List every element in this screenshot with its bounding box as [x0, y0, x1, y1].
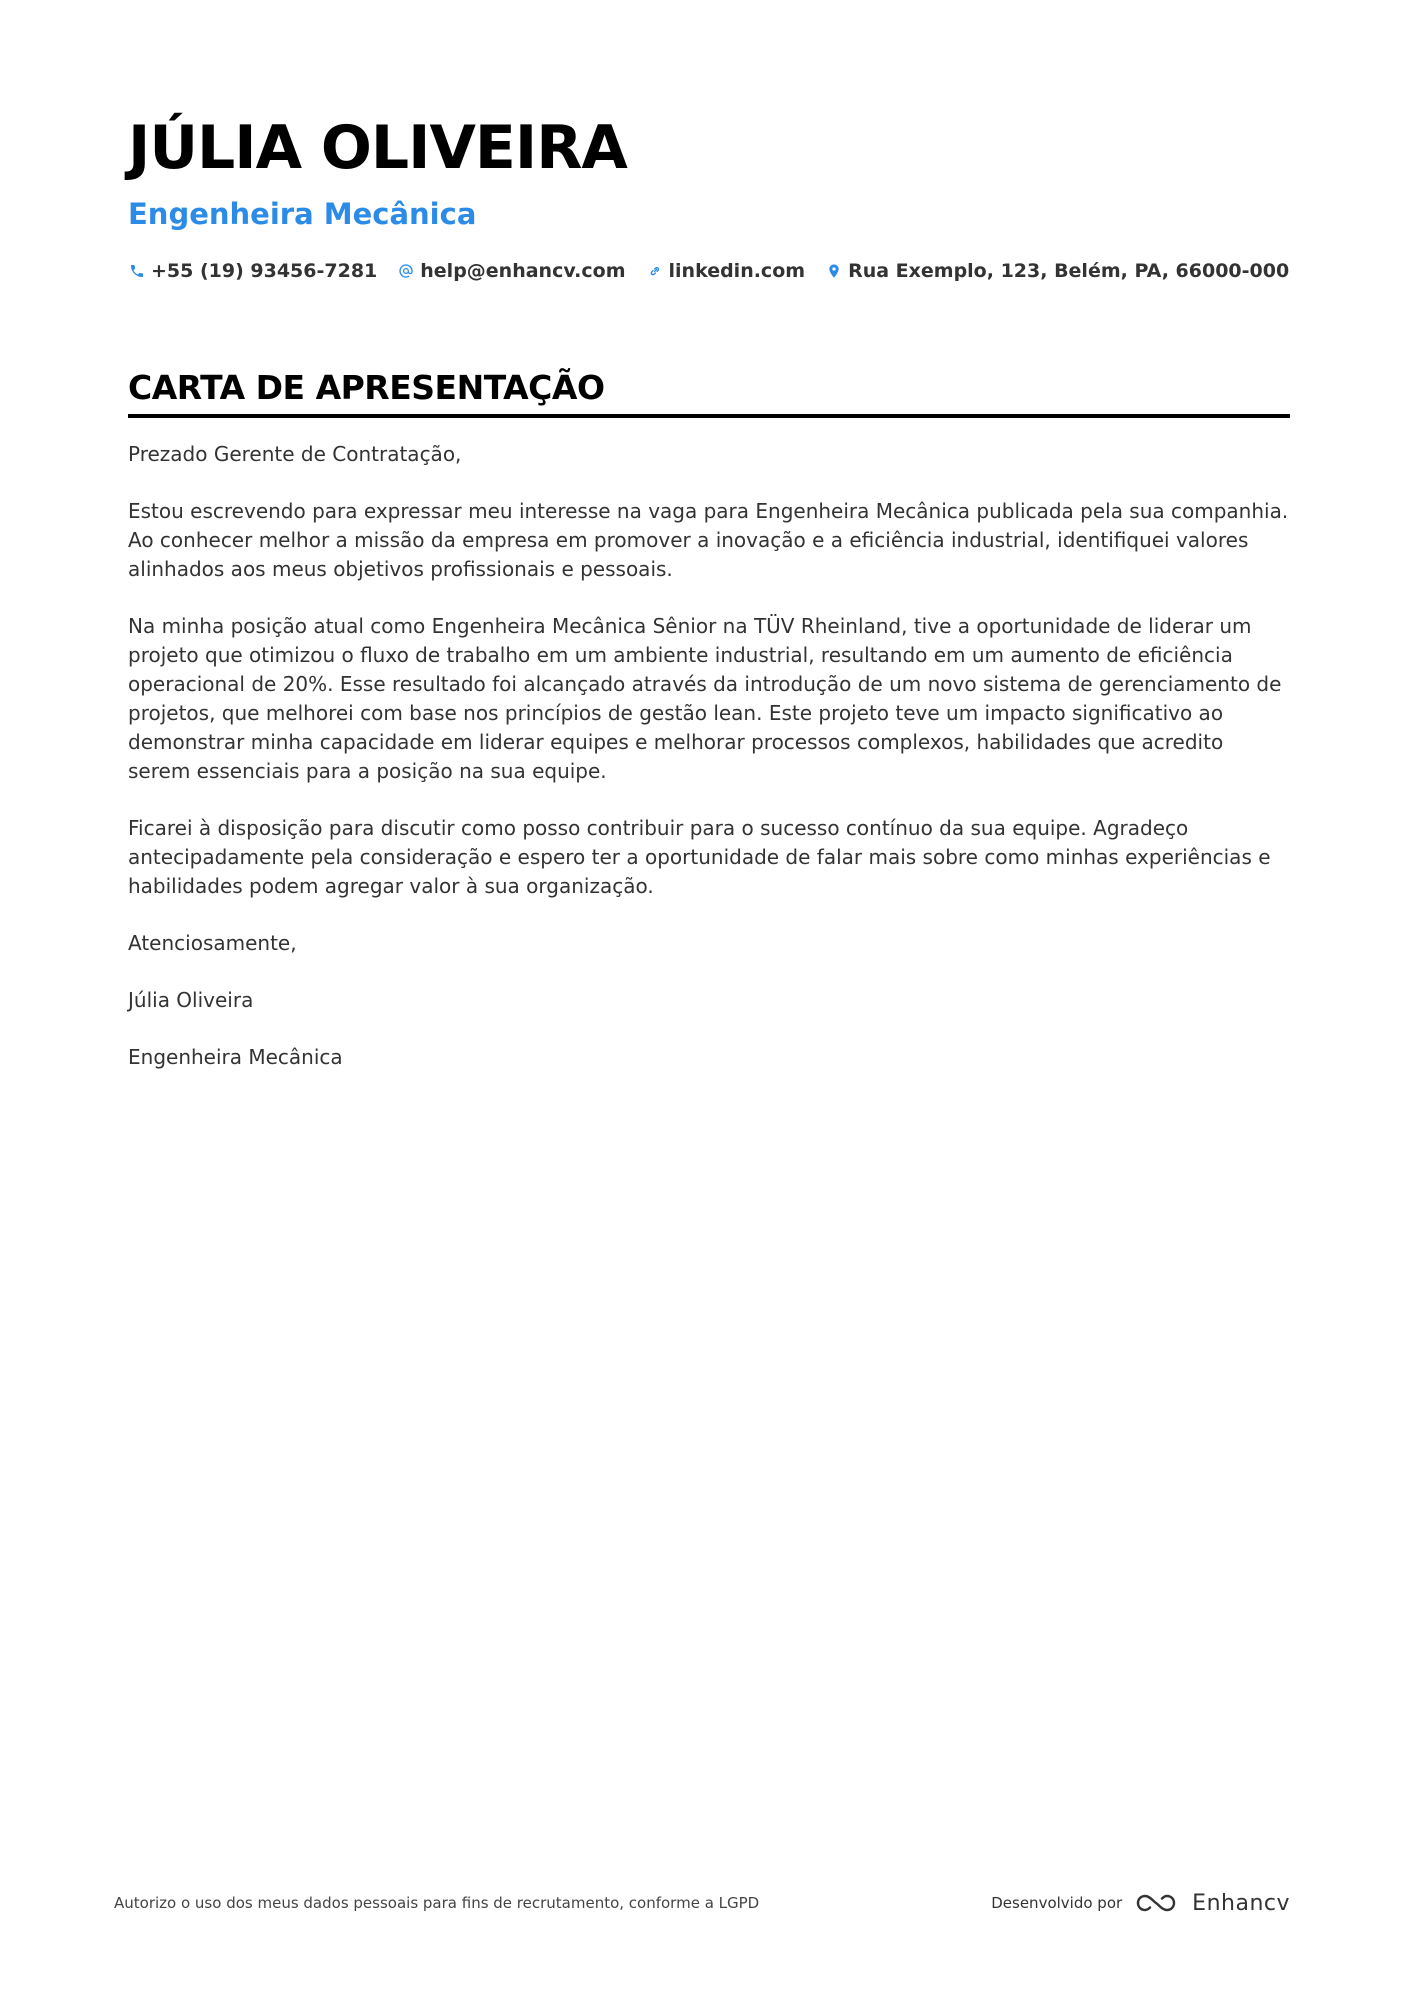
contact-phone[interactable]: [128, 260, 377, 282]
contact-address: [825, 260, 1289, 282]
consent-text: Autorizo o uso dos meus dados pessoais para fins de recrutamento, conforme a LGPD: [114, 1894, 760, 1912]
candidate-role: Engenheira Mecânica: [128, 197, 477, 231]
powered-by-label: Desenvolvido por: [991, 1894, 1123, 1912]
candidate-name: JÚLIA OLIVEIRA: [128, 113, 627, 183]
link-icon: [646, 262, 664, 280]
phone-icon: [128, 262, 146, 280]
powered-by[interactable]: [991, 1890, 1290, 1916]
letter-closing: Atenciosamente,: [128, 931, 297, 955]
section-divider: [128, 414, 1290, 418]
signature-title: Engenheira Mecânica: [128, 1045, 343, 1069]
letter-body: [128, 440, 1290, 1072]
phone-text: +55 (19) 93456-7281: [151, 260, 378, 282]
header: [128, 108, 1290, 282]
location-pin-icon: [825, 262, 843, 280]
email-text: help@enhancv.com: [420, 260, 626, 282]
address-text: Rua Exemplo, 123, Belém, PA, 66000-000: [848, 260, 1290, 282]
contact-bar: [128, 260, 1290, 282]
at-icon: [397, 262, 415, 280]
letter-paragraph: Ficarei à disposição para discutir como posso contribuir para o sucesso contínuo da sua equipe. Agradeço antecipadamente pela consideração e espero ter a oportunidade de falar mais sobre como minhas experiências e habilidades podem agregar valor à sua organização.: [128, 816, 1271, 898]
section-title: CARTA DE APRESENTAÇÃO: [128, 368, 605, 407]
letter-greeting: Prezado Gerente de Contratação,: [128, 442, 462, 466]
enhancv-logo-icon: [1134, 1890, 1182, 1916]
brand-name: Enhancv: [1192, 1890, 1290, 1916]
letter-paragraph: Na minha posição atual como Engenheira Mecânica Sênior na TÜV Rheinland, tive a oportunidade de liderar um projeto que otimizou o fluxo de trabalho em um ambiente industrial, resultando em um aumento de eficiência operacional de 20%. Esse resultado foi alcançado através da introdução de um novo sistema de gerenciamento de projetos, que melhorei com base nos princípios de gestão lean. Este projeto teve um impacto significativo ao demonstrar minha capacidade em liderar equipes e melhorar processos complexos, habilidades que acredito serem essenciais para a posição na sua equipe.: [128, 614, 1282, 783]
cover-letter-section: [128, 366, 1290, 1100]
signature-name: Júlia Oliveira: [128, 988, 254, 1012]
footer: [114, 1890, 1290, 1916]
linkedin-text: linkedin.com: [668, 260, 806, 282]
contact-linkedin[interactable]: [646, 260, 806, 282]
contact-email[interactable]: [397, 260, 625, 282]
letter-paragraph: Estou escrevendo para expressar meu interesse na vaga para Engenheira Mecânica publicada pela sua companhia. Ao conhecer melhor a missão da empresa em promover a inovação e a eficiência industrial, identifiquei valores alinhados aos meus objetivos profissionais e pessoais.: [128, 499, 1289, 581]
